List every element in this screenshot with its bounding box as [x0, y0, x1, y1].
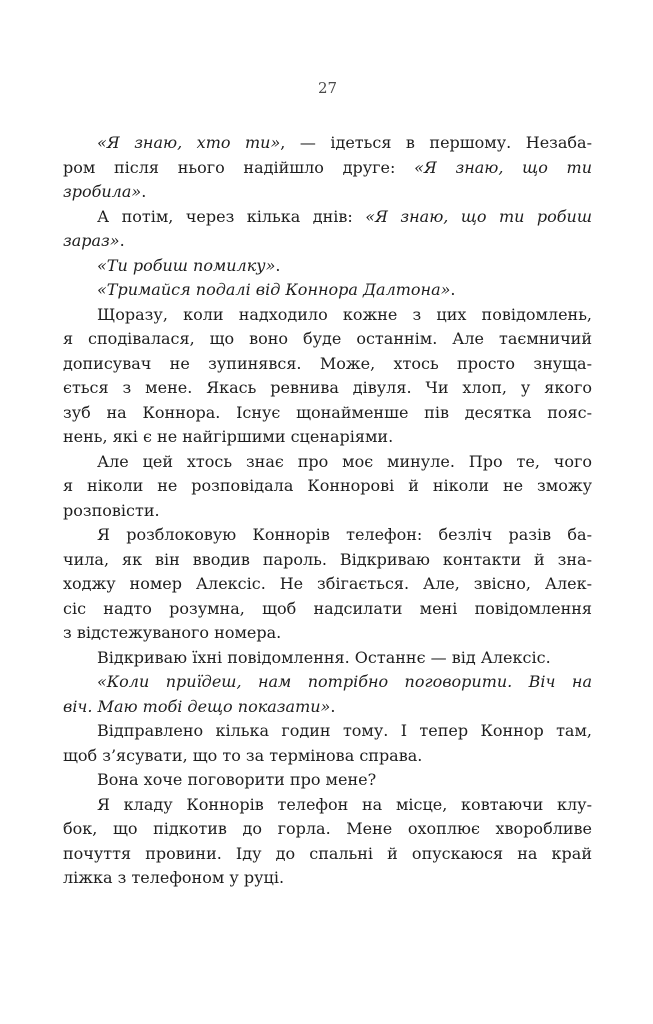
- text-line: [63, 327, 592, 352]
- text-line: [63, 156, 592, 181]
- text-segment: ходжу номер Алексіс. Не збігається. Але, звісно, Алек-: [63, 574, 592, 593]
- page-number: 27: [317, 79, 338, 97]
- text-line: [63, 548, 592, 573]
- text-segment: сіс надто розумна, щоб надсилати мені повідомлення: [63, 598, 592, 618]
- text-segment: Я кладу Коннорів телефон на місце, ковтаючи клу-: [97, 794, 592, 814]
- italic-text-segment: зараз»: [63, 231, 120, 250]
- text-line: [63, 646, 592, 671]
- text-line: [63, 474, 592, 499]
- text-segment: ліжка з телефоном у руці.: [63, 868, 285, 887]
- text-segment: я сподівалася, що воно буде останнім. Але таємничий: [63, 329, 592, 348]
- text-segment: я ніколи не розповідала Коннорові й ніколи не зможу: [63, 476, 592, 495]
- text-segment: ється з мене. Якась ревнива дівуля. Чи хлоп, у якого: [63, 378, 592, 397]
- text-line: [63, 303, 592, 328]
- text-line: [63, 695, 592, 720]
- italic-text-segment: зробила»: [63, 182, 142, 201]
- text-line: [63, 229, 592, 254]
- text-line: [63, 866, 592, 891]
- text-line: [63, 376, 592, 401]
- text-line: [63, 523, 592, 548]
- text-segment: .: [275, 255, 281, 275]
- italic-text-segment: «Тримайся подалі від Коннора Далтона»: [97, 280, 451, 299]
- text-line: [63, 572, 592, 597]
- text-segment: чила, як він вводив пароль. Відкриваю контакти й зна-: [63, 549, 592, 569]
- text-segment: .: [141, 182, 147, 201]
- text-segment: бок, що підкотив до горла. Мене охоплює хворобливе: [63, 819, 592, 838]
- text-segment: розповісти.: [63, 500, 160, 520]
- italic-text-segment: «Ти робиш помилку»: [97, 255, 276, 275]
- text-line: [63, 450, 592, 475]
- text-line: [63, 793, 592, 818]
- text-line: [63, 131, 592, 156]
- text-line: [63, 254, 592, 279]
- text-segment: , — ідеться в першому. Незаба-: [280, 133, 593, 152]
- italic-text-segment: «Коли приїдеш, нам потрібно поговорити. Віч на: [97, 672, 592, 691]
- text-line: [63, 597, 592, 622]
- text-segment: Відправлено кілька годин тому. І тепер Коннор там,: [97, 721, 592, 740]
- text-segment: Відкриваю їхні повідомлення. Останнє — від Алексіс.: [97, 647, 551, 667]
- text-line: [63, 425, 592, 450]
- text-segment: А потім, через кілька днів:: [97, 206, 366, 226]
- italic-text-segment: віч. Маю тобі дещо показати»: [63, 696, 331, 716]
- text-line: [63, 499, 592, 524]
- text-segment: почуття провини. Іду до спальні й опускаюся на край: [63, 843, 592, 863]
- text-segment: зуб на Коннора. Існує щонайменше пів десятка пояс-: [63, 402, 592, 422]
- text-segment: ром після нього надійшло друге:: [63, 157, 415, 177]
- text-line: [63, 768, 592, 793]
- text-line: [63, 180, 592, 205]
- text-segment: нень, які є не найгіршими сценаріями.: [63, 427, 394, 446]
- text-line: [63, 842, 592, 867]
- text-line: [63, 352, 592, 377]
- italic-text-segment: «Я знаю, хто ти»: [97, 133, 281, 152]
- text-segment: щоб з’ясувати, що то за термінова справа.: [63, 745, 423, 765]
- italic-text-segment: «Я знаю, що ти: [414, 157, 592, 177]
- text-segment: дописувач не зупинявся. Може, хтось просто знуща-: [63, 353, 592, 373]
- text-line: [63, 744, 592, 769]
- text-segment: .: [330, 696, 336, 716]
- text-segment: Вона хоче поговорити про мене?: [97, 770, 377, 789]
- text-segment: Я розблоковую Коннорів телефон: безліч разів ба-: [97, 525, 592, 544]
- text-line: [63, 401, 592, 426]
- text-line: [63, 670, 592, 695]
- text-line: [63, 621, 592, 646]
- text-segment: .: [450, 280, 456, 299]
- text-segment: з відстежуваного номера.: [63, 623, 282, 642]
- text-segment: Але цей хтось знає про моє минуле. Про те, чого: [97, 451, 592, 471]
- italic-text-segment: «Я знаю, що ти робиш: [365, 206, 592, 226]
- text-line: [63, 205, 592, 230]
- text-line: [63, 817, 592, 842]
- text-line: [63, 719, 592, 744]
- text-segment: Щоразу, коли надходило кожне з цих повідомлень,: [97, 304, 592, 324]
- page-text: [63, 131, 592, 891]
- text-line: [63, 278, 592, 303]
- text-segment: .: [119, 231, 125, 250]
